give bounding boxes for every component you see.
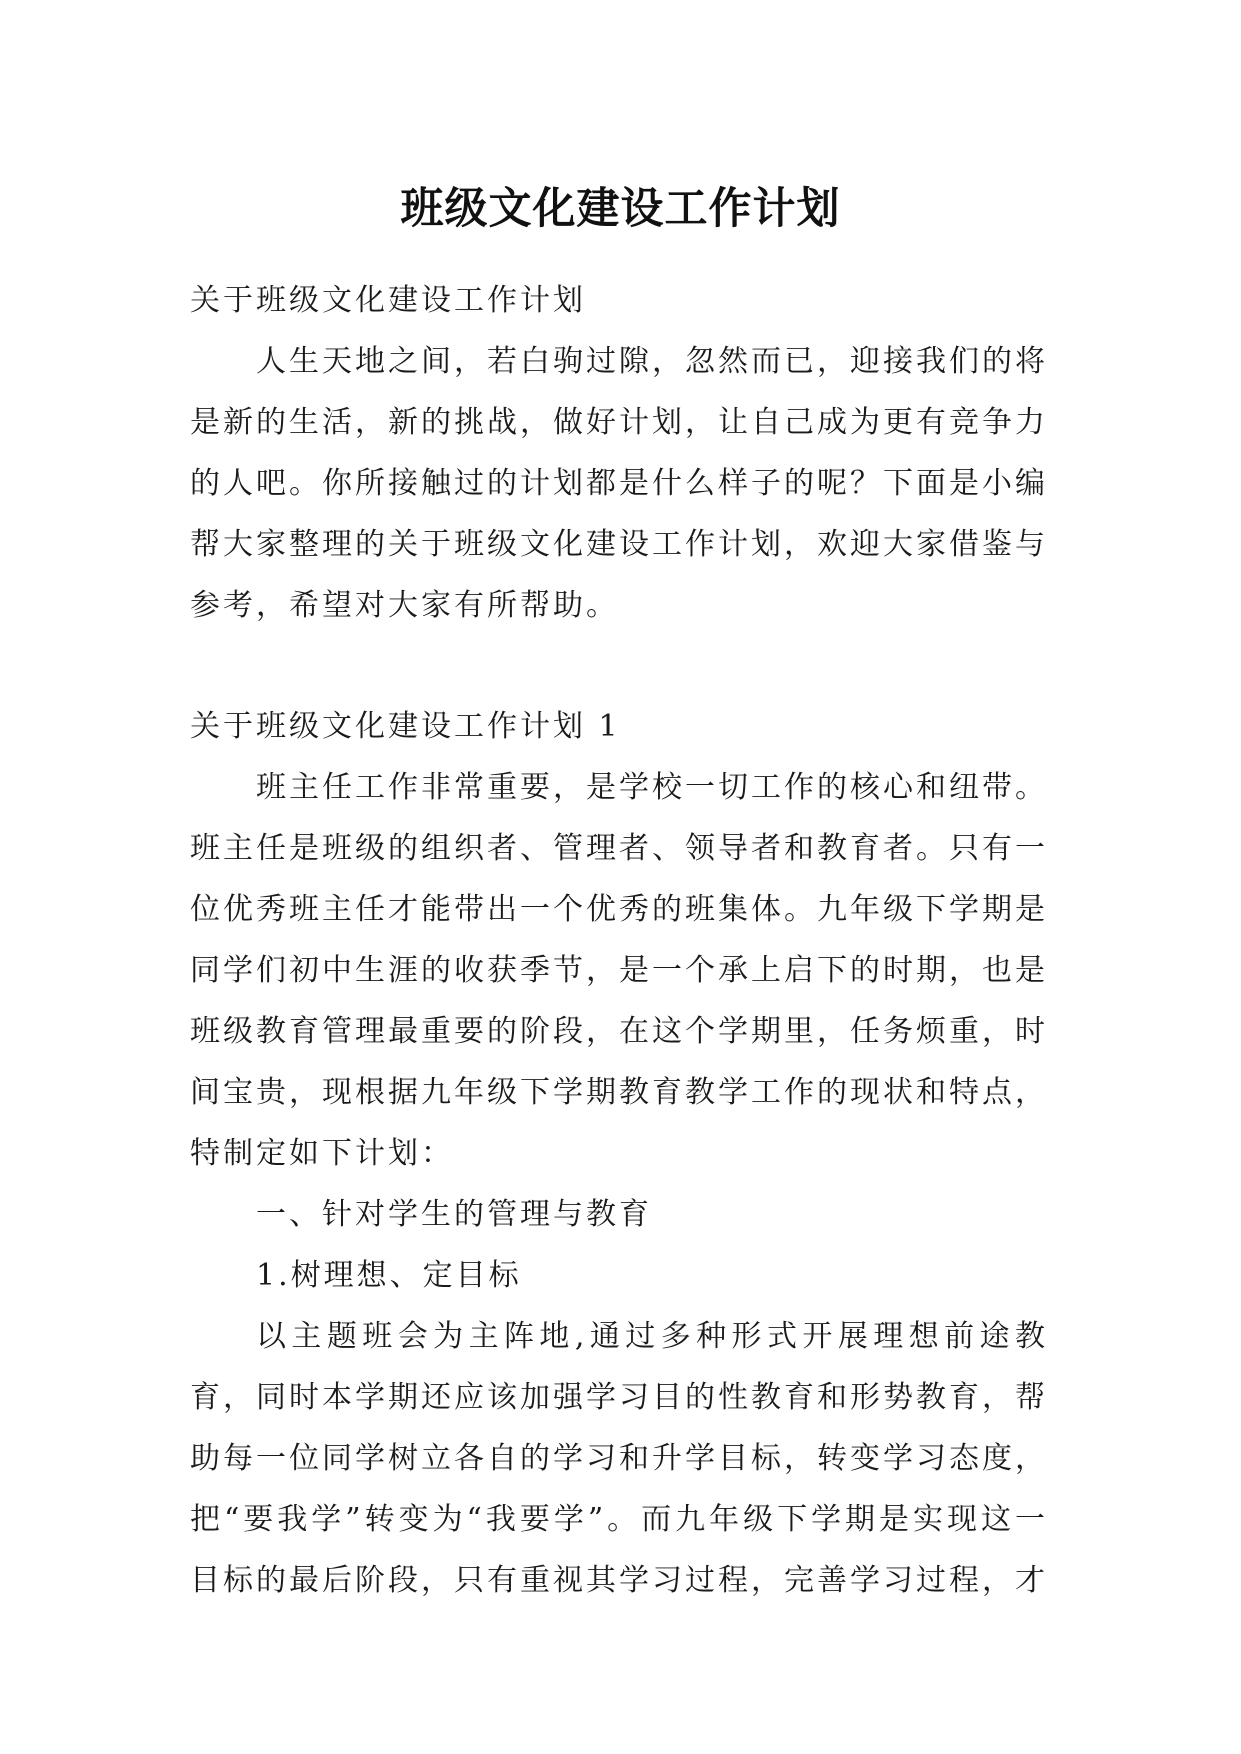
section-subitem-heading: 1.树理想、定目标: [256, 1258, 522, 1293]
intro-paragraph: 人生天地之间，若白驹过隙，忽然而已，迎接我们的将是新的生活，新的挑战，做好计划，让自己成为更有竞争力的人吧。你所接触过的计划都是什么样子的呢？下面是小编帮大家整理的关于班级文化建设工作计划，欢迎大家借鉴与参考，希望对大家有所帮助。: [190, 344, 1048, 623]
document-title: 班级文化建设工作计划: [400, 183, 841, 234]
document-body: [190, 270, 1048, 1611]
section-paragraph: 班主任工作非常重要，是学校一切工作的核心和纽带。班主任是班级的组织者、管理者、领导者和教育者。只有一位优秀班主任才能带出一个优秀的班集体。九年级下学期是同学们初中生涯的收获季节，是一个承上启下的时期，也是班级教育管理最重要的阶段，在这个学期里，任务烦重，时间宝贵，现根据九年级下学期教育教学工作的现状和特点，特制定如下计划：: [190, 770, 1048, 1171]
section-heading: 关于班级文化建设工作计划 1: [190, 709, 621, 744]
section-item-heading: 一、针对学生的管理与教育: [256, 1197, 652, 1232]
document-subtitle: 关于班级文化建设工作计划: [190, 283, 586, 318]
section-paragraph: 以主题班会为主阵地,通过多种形式开展理想前途教育，同时本学期还应该加强学习目的性教育和形势教育，帮助每一位同学树立各自的学习和升学目标，转变学习态度，把“要我学”转变为“我要学”。而九年级下学期是实现这一目标的最后阶段，只有重视其学习过程，完善学习过程，才: [190, 1319, 1048, 1598]
section-spacer: [190, 636, 1048, 696]
